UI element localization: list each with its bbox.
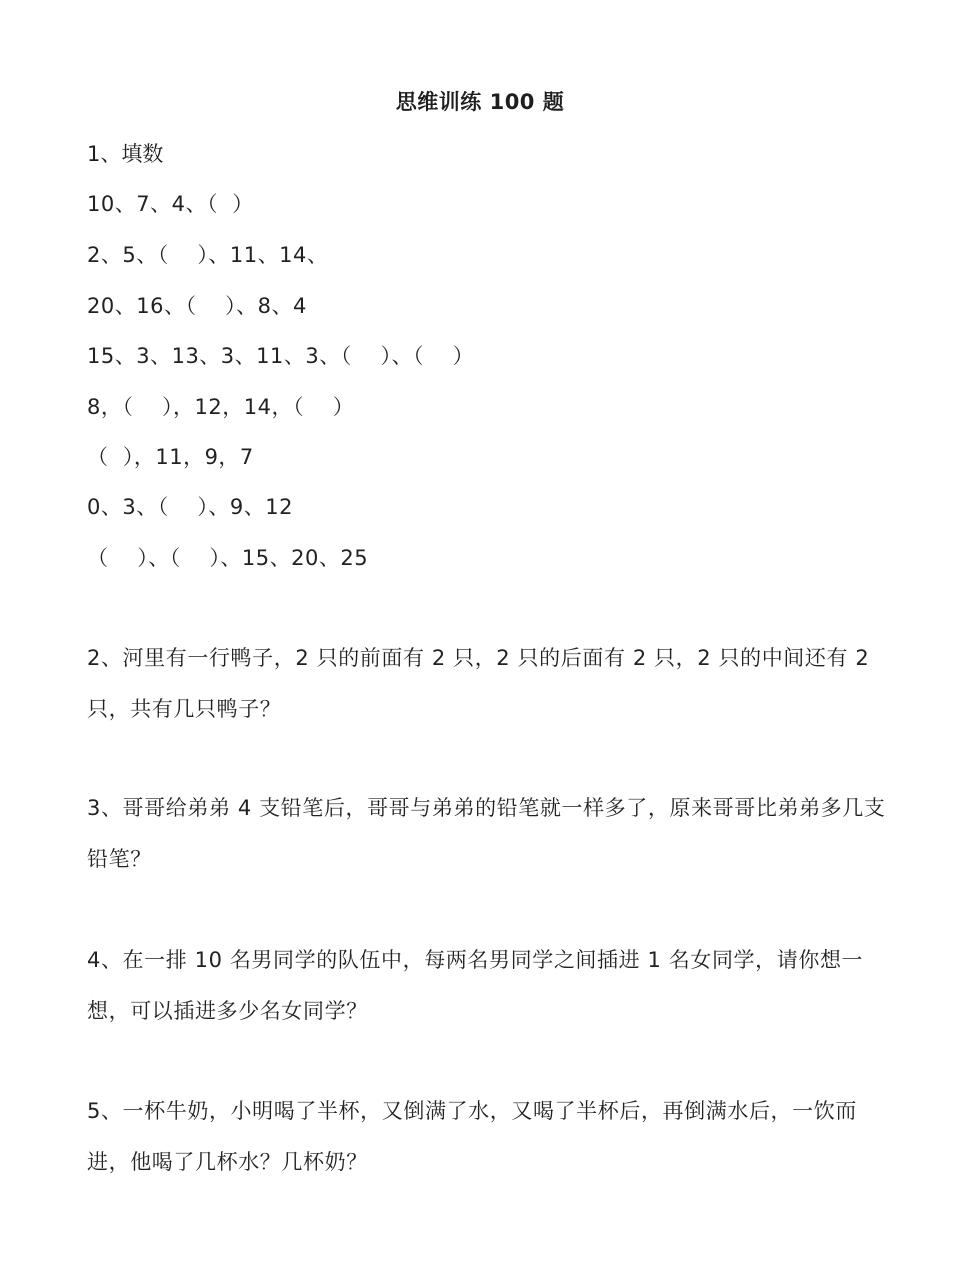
number-sequence: 15、3、13、3、11、3、（ ）、（ ） <box>87 344 475 368</box>
number-sequence: （ ），11，9，7 <box>87 445 254 469</box>
question-4: 4、在一排 10 名男同学的队伍中，每两名男同学之间插进 1 名女同学，请你想一想，可以插进多少名女同学？ <box>87 948 864 1023</box>
question-5: 5、一杯牛奶，小明喝了半杯，又倒满了水，又喝了半杯后，再倒满水后，一饮而进，他喝了几杯水？几杯奶？ <box>87 1099 857 1174</box>
number-sequence: （ ）、（ ）、15、20、25 <box>87 546 369 570</box>
question-2: 2、河里有一行鸭子，2 只的前面有 2 只，2 只的后面有 2 只，2 只的中间还有 2 只，共有几只鸭子？ <box>87 646 870 721</box>
number-sequence: 0、3、（ ）、9、12 <box>87 495 294 519</box>
number-sequence: 2、5、（ ）、11、14、 <box>87 243 329 267</box>
page-title: 思维训练 100 题 <box>395 90 565 114</box>
number-sequence: 20、16、（ ）、8、4 <box>87 294 307 318</box>
section-heading-fill-numbers: 1、填数 <box>87 142 164 166</box>
number-sequence: 8，（ ），12，14，（ ） <box>87 395 355 419</box>
number-sequence: 10、7、4、（ ） <box>87 192 254 216</box>
question-3: 3、哥哥给弟弟 4 支铅笔后，哥哥与弟弟的铅笔就一样多了，原来哥哥比弟弟多几支铅笔？ <box>87 796 886 871</box>
